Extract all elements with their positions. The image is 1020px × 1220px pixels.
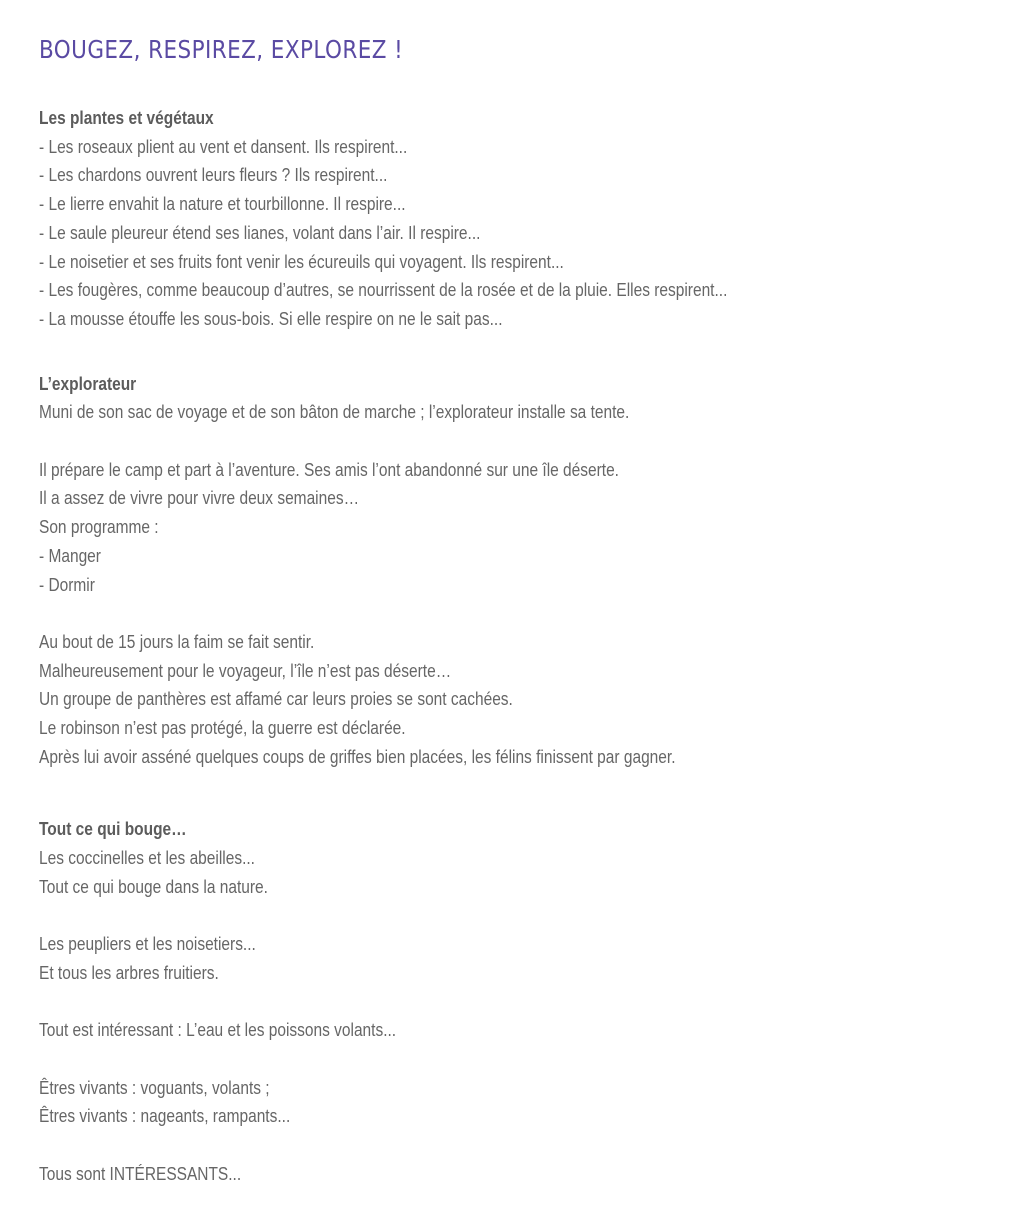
section-heading-explorateur: L’explorateur xyxy=(39,373,137,394)
spacer xyxy=(39,334,1002,370)
text-line: Au bout de 15 jours la faim se fait sentir. xyxy=(39,631,315,652)
spacer xyxy=(39,427,1002,456)
text-line: Le robinson n’est pas protégé, la guerre est déclarée. xyxy=(39,718,406,739)
text-line: - Le saule pleureur étend ses lianes, volant dans l’air. Il respire... xyxy=(39,222,481,243)
text-line: Êtres vivants : voguants, volants ; xyxy=(39,1077,270,1098)
text-line: Il prépare le camp et part à l’aventure. Ses amis l’ont abandonné sur une île déserte. xyxy=(39,459,619,480)
text-line: - Les chardons ouvrent leurs fleurs ? Ils respirent... xyxy=(39,165,388,186)
text-line: Il a assez de vivre pour vivre deux semaines… xyxy=(39,488,360,509)
text-line: Tout ce qui bouge dans la nature. xyxy=(39,876,268,897)
text-line: Et tous les arbres fruitiers. xyxy=(39,962,219,983)
text-line: Êtres vivants : nageants, rampants... xyxy=(39,1106,291,1127)
text-line: Muni de son sac de voyage et de son bâton de marche ; l’explorateur installe sa tente. xyxy=(39,402,630,423)
text-line: - Le noisetier et ses fruits font venir les écureuils qui voyagent. Ils respirent... xyxy=(39,251,564,272)
text-line: Après lui avoir asséné quelques coups de griffes bien placées, les félins finissent par gagner. xyxy=(39,746,676,767)
text-line: Son programme : xyxy=(39,517,159,538)
section-heading-plantes: Les plantes et végétaux xyxy=(39,108,214,128)
text-line: Un groupe de panthères est affamé car leurs proies se sont cachées. xyxy=(39,689,513,710)
text-line: Tout est intéressant : L’eau et les poissons volants... xyxy=(39,1020,397,1041)
section-heading-bouge: Tout ce qui bouge… xyxy=(39,819,187,840)
spacer xyxy=(39,902,1002,931)
text-line: - Les roseaux plient au vent et dansent. Ils respirent... xyxy=(39,136,408,157)
text-line: - Dormir xyxy=(39,574,95,595)
text-line: Tous sont INTÉRESSANTS... xyxy=(39,1163,242,1184)
page-title: BOUGEZ, RESPIREZ, EXPLOREZ ! xyxy=(39,35,404,64)
text-line: Les peupliers et les noisetiers... xyxy=(39,934,256,955)
spacer xyxy=(39,988,1002,1017)
text-line: - Manger xyxy=(39,545,101,566)
spacer xyxy=(39,1131,1002,1160)
text-line: Malheureusement pour le voyageur, l’île n’est pas déserte… xyxy=(39,660,452,681)
text-line: - La mousse étouffe les sous-bois. Si elle respire on ne le sait pas... xyxy=(39,308,503,329)
article xyxy=(39,30,1002,1189)
spacer xyxy=(39,771,1002,815)
text-line: - Les fougères, comme beaucoup d’autres, se nourrissent de la rosée et de la pluie. Elles respirent... xyxy=(39,280,728,301)
spacer xyxy=(39,599,1002,628)
spacer xyxy=(39,1045,1002,1074)
text-line: Les coccinelles et les abeilles... xyxy=(39,848,255,869)
text-line: - Le lierre envahit la nature et tourbillonne. Il respire... xyxy=(39,194,406,215)
